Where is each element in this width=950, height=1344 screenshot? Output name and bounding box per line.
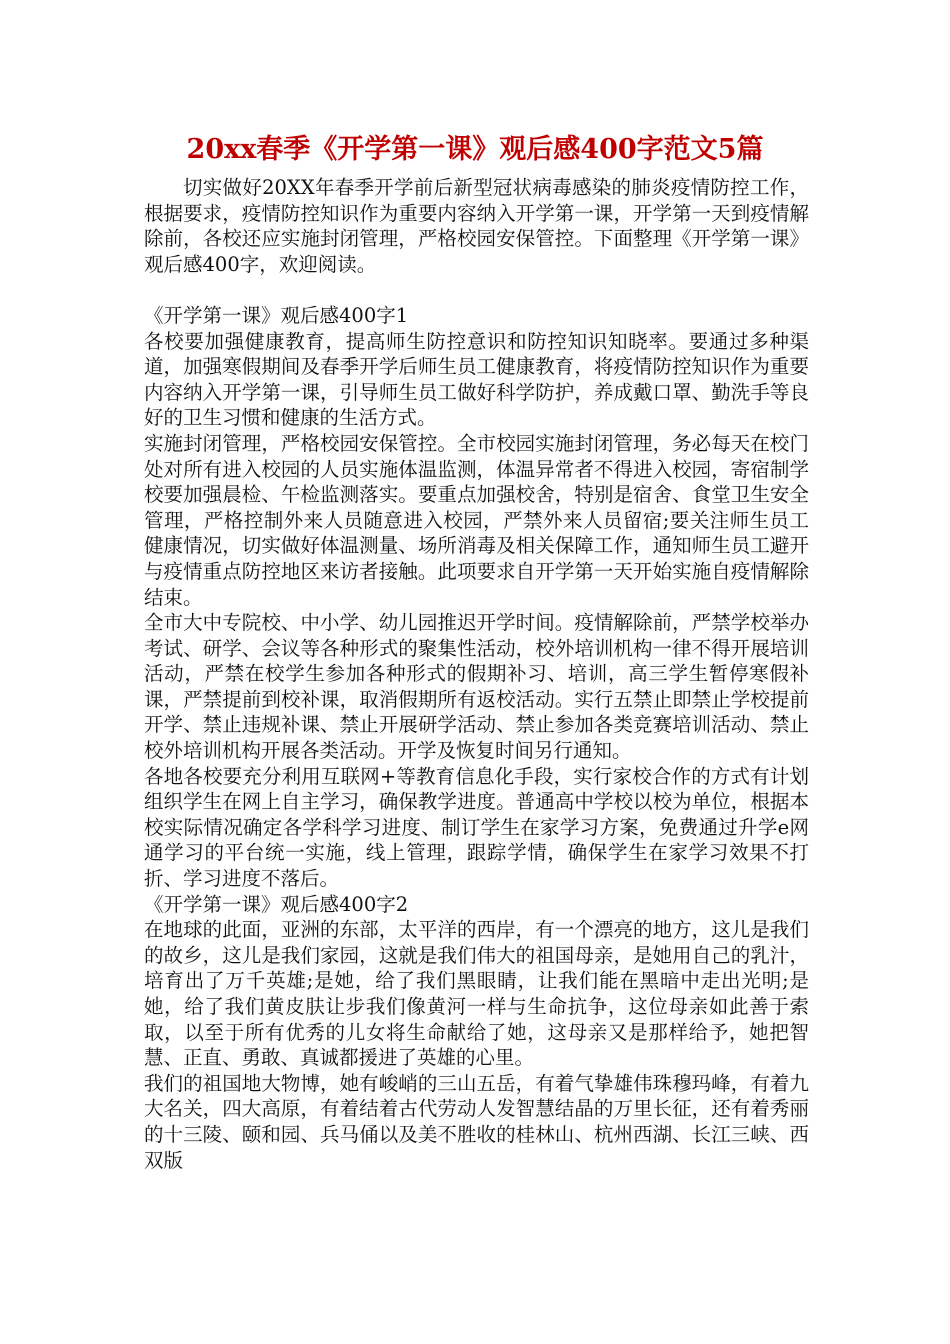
section-1-paragraph-1: 各校要加强健康教育，提高师生防控意识和防控知识知晓率。要通过多种渠道，加强寒假期间及春季开学后师生员工健康教育，将疫情防控知识作为重要内容纳入开学第一课，引导师生员工做好科学防护，养成戴口罩、勤洗手等良好的卫生习惯和健康的生活方式。 xyxy=(144,329,809,430)
document-title: 20xx春季《开学第一课》观后感400字范文5篇 xyxy=(186,134,764,165)
section-2-heading: 《开学第一课》观后感400字2 xyxy=(144,892,409,916)
section-1-paragraph-3: 全市大中专院校、中小学、幼儿园推迟开学时间。疫情解除前，严禁学校举办考试、研学、会议等各种形式的聚集性活动，校外培训机构一律不得开展培训活动，严禁在校学生参加各种形式的假期补习、培训，高三学生暂停寒假补课，严禁提前到校补课，取消假期所有返校活动。实行五禁止即禁止学校提前开学、禁止违规补课、禁止开展研学活动、禁止参加各类竞赛培训活动、禁止校外培训机构开展各类活动。开学及恢复时间另行通知。 xyxy=(144,611,809,763)
intro-paragraph: 切实做好20XX年春季开学前后新型冠状病毒感染的肺炎疫情防控工作，根据要求，疫情防控知识作为重要内容纳入开学第一课，开学第一天到疫情解除前，各校还应实施封闭管理，严格校园安保管控。下面整理《开学第一课》观后感400字，欢迎阅读。 xyxy=(144,176,809,276)
paragraph-spacer xyxy=(144,277,809,303)
section-2-paragraph-2: 我们的祖国地大物博，她有峻峭的三山五岳，有着气挚雄伟珠穆玛峰，有着九大名关，四大高原，有着结着古代劳动人发智慧结晶的万里长征，还有着秀丽的十三陵、颐和园、兵马俑以及美不胜收的桂林山、杭州西湖、长江三峡、西双版 xyxy=(144,1071,809,1172)
section-1-paragraph-4: 各地各校要充分利用互联网+等教育信息化手段，实行家校合作的方式有计划组织学生在网上自主学习，确保教学进度。普通高中学校以校为单位，根据本校实际情况确定各学科学习进度、制订学生在家学习方案，免费通过升学e网通学习的平台统一实施，线上管理，跟踪学情，确保学生在家学习效果不打折、学习进度不落后。 xyxy=(144,764,809,891)
section-2-paragraph-1: 在地球的此面，亚洲的东部，太平洋的西岸，有一个漂亮的地方，这儿是我们的故乡，这儿是我们家园，这就是我们伟大的祖国母亲，是她用自己的乳汁，培育出了万千英雄;是她，给了我们黑眼睛，让我们能在黑暗中走出光明;是她，给了我们黄皮肤让步我们像黄河一样与生命抗争，这位母亲如此善于索取，以至于所有优秀的儿女将生命献给了她，这母亲又是那样给予，她把智慧、正直、勇敢、真诚都援进了英雄的心里。 xyxy=(144,918,809,1070)
section-1-paragraph-2: 实施封闭管理，严格校园安保管控。全市校园实施封闭管理，务必每天在校门处对所有进入校园的人员实施体温监测，体温异常者不得进入校园，寄宿制学校要加强晨检、午检监测落实。要重点加强校舍，特别是宿舍、食堂卫生安全管理，严格控制外来人员随意进入校园，严禁外来人员留宿;要关注师生员工健康情况，切实做好体温测量、场所消毒及相关保障工作，通知师生员工避开与疫情重点防控地区来访者接触。此项要求自开学第一天开始实施自疫情解除结束。 xyxy=(144,431,809,609)
document-body xyxy=(144,175,809,1173)
section-1-heading: 《开学第一课》观后感400字1 xyxy=(144,303,409,327)
